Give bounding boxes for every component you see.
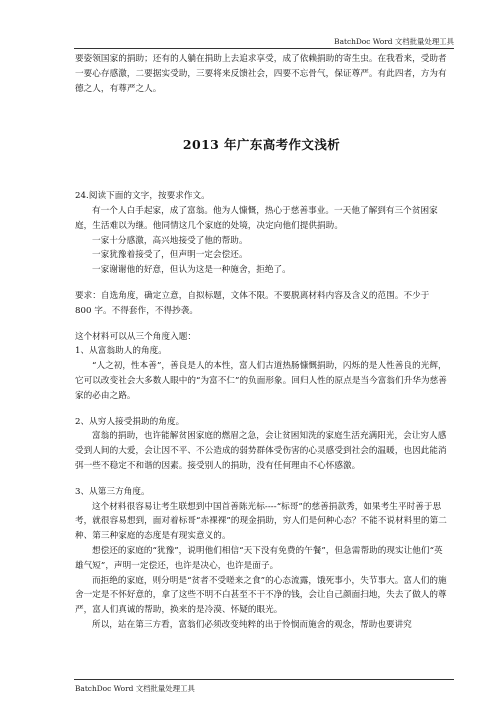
document-body: [75, 52, 448, 633]
question-line-3: 一家谢谢他的好意，但认为这是一种施舍，拒绝了。: [92, 265, 291, 276]
analysis-intro: 这个材料可以从三个角度入题：: [75, 331, 197, 342]
footer-rule: [74, 679, 454, 680]
question-line-2: 一家犹豫着接受了，但声明一定会偿还。: [92, 250, 248, 261]
header-rule: [74, 48, 454, 49]
angle-3-paragraph-3: 而拒绝的家庭，则分明是“贫者不受嗟来之食”的心态流露，饿死事小，失节事大。富人们的施舍一定是不怀好意的，拿了这些不明不白甚至不干不净的钱，会让自己颜面扫地，失去了做人的尊严，富人们真诚的帮助，换来的是冷漠、怀疑的眼光。: [75, 575, 447, 616]
intro-paragraph: 要姿领国家的捐助；还有的人躺在捐助上去追求享受，成了依赖捐助的寄生虫。在我看来，受助者一要心存感激，二要据实受助，三要将来反馈社会，四要不忘骨气，保证尊严。有此四者，方为有德之人，有尊严之人。: [75, 54, 447, 94]
angle-3-heading: 3、从第三方角度。: [75, 486, 150, 497]
angle-1-paragraph: “人之初，性本善”，善良是人的本性，富人们古道热肠慷慨捐助，闪烁的是人性善良的光辉，它可以改变社会大多数人眼中的“为富不仁”的负面形象。回归人性的原点是当今富翁们升华为慈善家的必由之路。: [75, 361, 447, 401]
question-paragraph: 有一个人白手起家，成了富翁。他为人慷慨，热心于慈善事业。一天他了解到有三个贫困家庭，生活难以为继。他同情这几个家庭的处境，决定向他们提供捐助。: [75, 205, 438, 231]
angle-1-heading: 1、从富翁助人的角度。: [75, 346, 167, 357]
page-footer: BatchDoc Word 文档批量处理工具: [75, 684, 195, 693]
question-heading: 24.阅读下面的文字，按要求作文。: [75, 191, 210, 202]
angle-2-paragraph: 富翁的捐助，也许能解贫困家庭的燃眉之急，会让贫困知洗的家庭生活充满阳光，会让穷人感受到人间的大爱，会让因不平、不公造成的弱势群体受伤害的心灵感受到社会的温暖，也因此能消弭一些不稳定不和谐的因素。接受别人的捐助，没有任何理由不心怀感激。: [75, 431, 447, 471]
angle-3-paragraph-4: 所以，站在第三方看，富翁们必须改变纯粹的出于怜悯而施舍的观念，帮助也要讲究: [92, 619, 412, 630]
page-header: BatchDoc Word 文档批量处理工具: [334, 37, 454, 46]
question-line-1: 一家十分感激，高兴地接受了他的帮助。: [92, 235, 248, 246]
angle-2-heading: 2、从穷人接受捐助的角度。: [75, 416, 185, 427]
angle-3-paragraph-2: 想偿还的家庭的“犹豫”，说明他们相信“天下没有免费的午餐”，但急需帮助的现实让他们“英雄气短”，声明一定偿还，也许是决心，也许是面子。: [75, 545, 443, 571]
angle-3-paragraph-1: 这个材料很容易让考生联想到中国首善陈光标----“标哥”的慈善捐款秀，如果考生平时善于思考，就很容易想到，面对着标哥“赤裸裸”的现金捐助，穷人们是何种心态？不能不说材料里的第二种、第三种家庭的态度是有现实意义的。: [75, 501, 447, 542]
question-requirements: 要求：自选角度，确定立意，自拟标题，文体不限。不要脱离材料内容及含义的范围。不少于 800 字。不得套作，不得抄袭。: [75, 290, 430, 316]
document-title: 2013 年广东高考作文浅析: [182, 137, 341, 153]
